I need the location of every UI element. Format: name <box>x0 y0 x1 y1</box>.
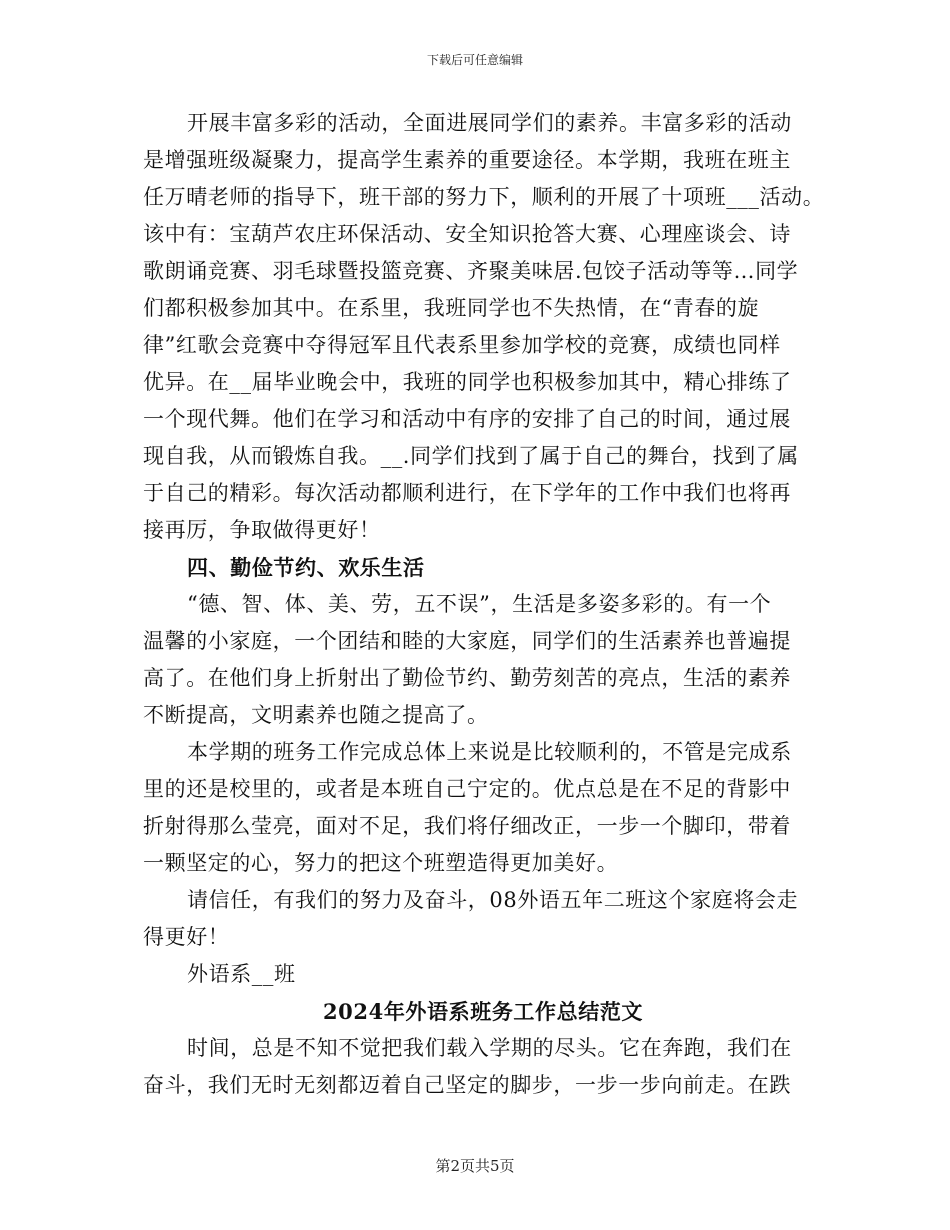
paragraph-line: 于自己的精彩。每次活动都顺利进行，在下学年的工作中我们也将再 <box>143 481 791 505</box>
paragraph-line: 律”红歌会竞赛中夺得冠军且代表系里参加学校的竞赛，成绩也同样 <box>143 333 781 357</box>
document-title: 2024年外语系班务工作总结范文 <box>322 999 644 1024</box>
paragraph-line: 歌朗诵竞赛、羽毛球暨投篮竞赛、齐聚美味居.包饺子活动等等…同学 <box>143 259 799 283</box>
paragraph-line: “德、智、体、美、劳，五不误”，生活是多姿多彩的。有一个 <box>187 592 772 616</box>
page-number: 第2页共5页 <box>435 1157 515 1175</box>
paragraph-line: 时间，总是不知不觉把我们载入学期的尽头。它在奔跑，我们在 <box>187 1036 792 1060</box>
paragraph-line: 本学期的班务工作完成总体上来说是比较顺利的，不管是完成系 <box>187 740 792 764</box>
signature-line: 外语系__班 <box>187 962 296 986</box>
paragraph-line: 任万晴老师的指导下，班干部的努力下，顺利的开展了十项班___活动。 <box>143 185 825 209</box>
paragraph-line: 得更好！ <box>143 925 230 949</box>
paragraph-line: 现自我，从而锻炼自我。__.同学们找到了属于自己的舞台，找到了属 <box>143 444 799 468</box>
paragraph-line: 折射得那么莹亮，面对不足，我们将仔细改正，一步一个脚印，带着 <box>143 814 791 838</box>
paragraph-line: 开展丰富多彩的活动，全面进展同学们的素养。丰富多彩的活动 <box>187 111 792 135</box>
paragraph-line: 不断提高，文明素养也随之提高了。 <box>143 703 489 727</box>
paragraph-line: 一颗坚定的心，努力的把这个班塑造得更加美好。 <box>143 851 619 875</box>
paragraph-line: 请信任，有我们的努力及奋斗，08外语五年二班这个家庭将会走 <box>187 888 799 912</box>
section-heading: 四、勤俭节约、欢乐生活 <box>187 555 425 580</box>
paragraph-line: 们都积极参加其中。在系里，我班同学也不失热情，在“青春的旋 <box>143 296 760 320</box>
paragraph-line: 优异。在__届毕业晚会中，我班的同学也积极参加其中，精心排练了 <box>143 370 792 394</box>
document-body <box>143 105 823 1104</box>
paragraph-line: 高了。在他们身上折射出了勤俭节约、勤劳刻苦的亮点，生活的素养 <box>143 666 791 690</box>
paragraph-line: 里的还是校里的，或者是本班自己宁定的。优点总是在不足的背影中 <box>143 777 791 801</box>
page-header: 下载后可任意编辑 <box>426 53 523 67</box>
paragraph-line: 该中有：宝葫芦农庄环保活动、安全知识抢答大赛、心理座谈会、诗 <box>143 222 791 246</box>
paragraph-line: 奋斗，我们无时无刻都迈着自己坚定的脚步，一步一步向前走。在跌 <box>143 1073 791 1097</box>
paragraph-line: 一个现代舞。他们在学习和活动中有序的安排了自己的时间，通过展 <box>143 407 791 431</box>
paragraph-line: 温馨的小家庭，一个团结和睦的大家庭，同学们的生活素养也普遍提 <box>143 629 791 653</box>
paragraph-line: 是增强班级凝聚力，提高学生素养的重要途径。本学期，我班在班主 <box>143 148 791 172</box>
paragraph-line: 接再厉，争取做得更好！ <box>143 518 381 542</box>
